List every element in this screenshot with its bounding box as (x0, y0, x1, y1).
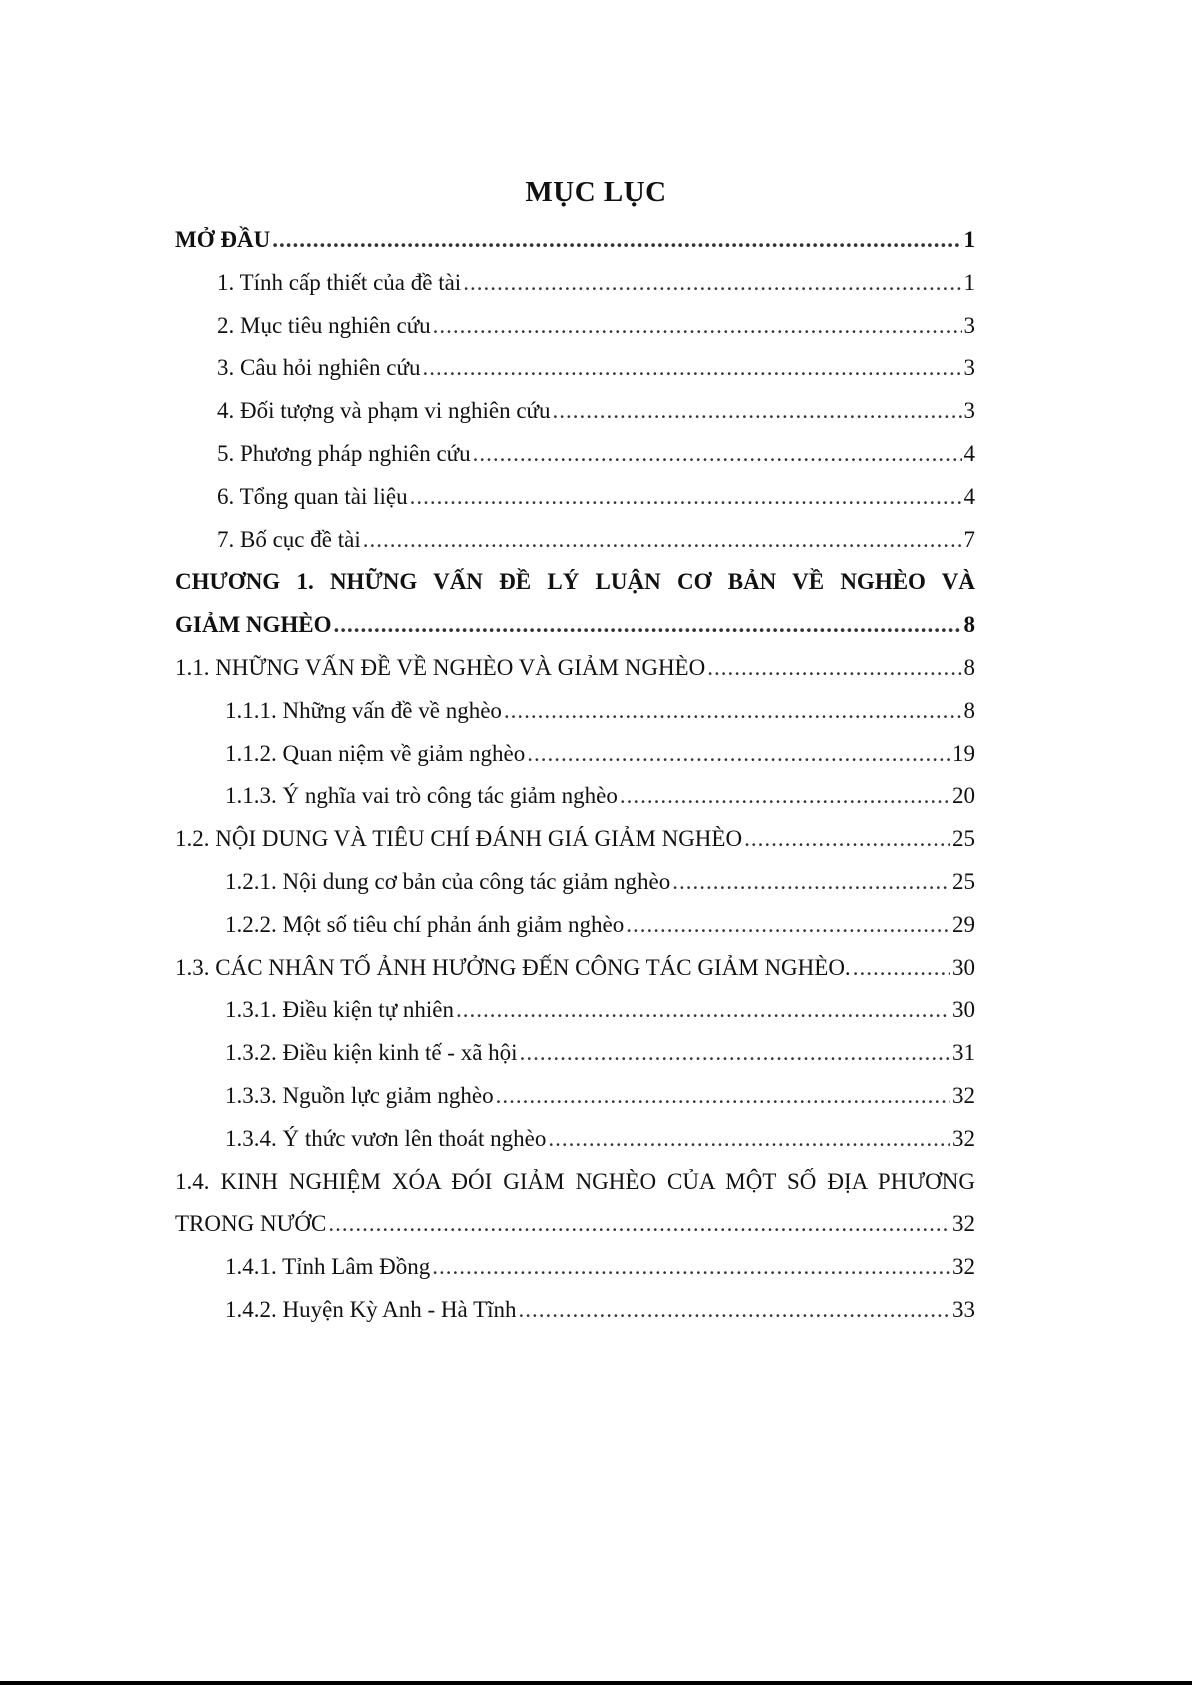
toc-page-number: 1 (963, 269, 975, 295)
toc-entry[interactable] (175, 347, 975, 390)
toc-section[interactable] (175, 1161, 975, 1204)
toc-subsection[interactable] (175, 1289, 975, 1332)
leader-dots (463, 262, 961, 305)
toc-subsection[interactable] (175, 1246, 975, 1289)
leader-dots (410, 476, 962, 519)
leader-dots (272, 219, 961, 262)
leader-dots (422, 347, 961, 390)
toc-entry-text: 6. Tổng quan tài liệu (217, 483, 408, 509)
leader-dots (853, 947, 950, 990)
toc-section[interactable] (175, 947, 975, 990)
toc-entry-text: 1.3.4. Ý thức vươn lên thoát nghèo (225, 1125, 547, 1151)
toc-page-number: 30 (952, 954, 975, 980)
toc-entry-text: 1.1.3. Ý nghĩa vai trò công tác giảm nghèo (225, 783, 618, 809)
toc-section[interactable] (175, 647, 975, 690)
toc-page-number: 29 (952, 911, 975, 937)
toc-chapter-heading[interactable] (175, 561, 975, 604)
toc-subsection[interactable] (175, 775, 975, 818)
toc-page-number: 31 (952, 1040, 975, 1066)
toc-entry[interactable] (175, 305, 975, 348)
page-bottom-edge (0, 1681, 1192, 1685)
leader-dots (363, 519, 962, 562)
toc-entry-text: 1.2.2. Một số tiêu chí phản ánh giảm nghèo (225, 911, 625, 937)
leader-dots (548, 1118, 950, 1161)
toc-page-number: 1 (963, 227, 975, 252)
toc-entry-text: 1.3.1. Điều kiện tự nhiên (225, 997, 455, 1023)
toc-entry[interactable] (175, 433, 975, 476)
toc-entry[interactable] (175, 390, 975, 433)
toc-entry-text: 1.3.3. Nguồn lực giảm nghèo (225, 1082, 494, 1108)
toc-entry-text: TRONG NƯỚC (175, 1211, 327, 1237)
leader-dots (334, 604, 962, 647)
leader-dots (672, 861, 950, 904)
toc-page-number: 33 (952, 1296, 975, 1322)
toc-subsection[interactable] (175, 861, 975, 904)
toc-subsection[interactable] (175, 1118, 975, 1161)
leader-dots (744, 818, 950, 861)
toc-entry-text: MỞ ĐẦU (175, 227, 271, 252)
leader-dots (473, 433, 962, 476)
toc-subsection[interactable] (175, 989, 975, 1032)
leader-dots (707, 647, 961, 690)
toc-entry-text: 1.1. NHỮNG VẤN ĐỀ VỀ NGHÈO VÀ GIẢM NGHÈO (175, 654, 706, 680)
toc-entry-text: 1.4.2. Huyện Kỳ Anh - Hà Tĩnh (225, 1296, 517, 1322)
toc-page-number: 3 (963, 312, 975, 338)
table-of-contents (175, 219, 975, 1332)
toc-entry[interactable] (175, 476, 975, 519)
toc-subsection[interactable] (175, 1075, 975, 1118)
toc-entry-mo-dau[interactable] (175, 219, 975, 262)
toc-subsection[interactable] (175, 690, 975, 733)
toc-subsection[interactable] (175, 1032, 975, 1075)
toc-entry-text: 1.3.2. Điều kiện kinh tế - xã hội (225, 1040, 518, 1066)
toc-page-number: 3 (963, 398, 975, 424)
toc-title: MỤC LỤC (525, 176, 667, 208)
toc-entry[interactable] (175, 519, 975, 562)
toc-section[interactable] (175, 818, 975, 861)
toc-page-number: 7 (963, 526, 975, 552)
toc-entry-text: 7. Bố cục đề tài (217, 526, 361, 552)
toc-subsection[interactable] (175, 733, 975, 776)
toc-chapter-heading-cont[interactable] (175, 604, 975, 647)
toc-page-number: 8 (963, 697, 975, 723)
leader-dots (553, 390, 962, 433)
toc-page-number: 32 (952, 1082, 975, 1108)
leader-dots (620, 775, 950, 818)
toc-entry-text: 1.2. NỘI DUNG VÀ TIÊU CHÍ ĐÁNH GIÁ GIẢM NGHÈO (175, 826, 743, 852)
toc-page-number: 3 (963, 355, 975, 381)
toc-entry-text: 4. Đối tượng và phạm vi nghiên cứu (217, 398, 551, 424)
leader-dots (433, 305, 962, 348)
toc-entry-text: 2. Mục tiêu nghiên cứu (217, 312, 431, 338)
toc-page-number: 30 (952, 997, 975, 1023)
toc-entry-text: 1.4. KINH NGHIỆM XÓA ĐÓI GIẢM NGHÈO CỦA MỘT SỐ ĐỊA PHƯƠNG (175, 1168, 975, 1194)
toc-entry-text: 1.1.2. Quan niệm về giảm nghèo (225, 740, 526, 766)
leader-dots (519, 1289, 950, 1332)
leader-dots (504, 690, 962, 733)
leader-dots (527, 733, 950, 776)
toc-entry-text: CHƯƠNG 1. NHỮNG VẤN ĐỀ LÝ LUẬN CƠ BẢN VỀ NGHÈO VÀ (175, 569, 975, 595)
toc-entry-text: 1.4.1. Tỉnh Lâm Đồng (225, 1254, 431, 1280)
toc-entry[interactable] (175, 262, 975, 305)
toc-page-number: 32 (952, 1211, 975, 1237)
toc-entry-text: 1.3. CÁC NHÂN TỐ ẢNH HƯỞNG ĐẾN CÔNG TÁC GIẢM NGHÈO. (175, 954, 851, 980)
leader-dots (496, 1075, 950, 1118)
toc-page-number: 8 (963, 654, 975, 680)
toc-page-number: 32 (952, 1254, 975, 1280)
toc-entry-text: 1.2.1. Nội dung cơ bản của công tác giảm nghèo (225, 868, 671, 894)
toc-page-number: 20 (952, 783, 975, 809)
leader-dots (520, 1032, 950, 1075)
toc-entry-text: 1.1.1. Những vấn đề về nghèo (225, 697, 502, 723)
toc-page-number: 4 (963, 440, 975, 466)
toc-entry-text: 5. Phương pháp nghiên cứu (217, 440, 471, 466)
toc-page-number: 25 (952, 826, 975, 852)
toc-entry-text: 1. Tính cấp thiết của đề tài (217, 269, 462, 295)
toc-entry-text: 3. Câu hỏi nghiên cứu (217, 355, 421, 381)
leader-dots (456, 989, 950, 1032)
toc-page-number: 19 (952, 740, 975, 766)
toc-subsection[interactable] (175, 904, 975, 947)
toc-section-cont[interactable] (175, 1203, 975, 1246)
leader-dots (626, 904, 950, 947)
toc-page-number: 8 (963, 612, 975, 638)
toc-page-number: 4 (963, 483, 975, 509)
toc-page-number: 32 (952, 1125, 975, 1151)
leader-dots (328, 1203, 950, 1246)
leader-dots (432, 1246, 950, 1289)
toc-page-number: 25 (952, 868, 975, 894)
toc-entry-text: GIẢM NGHÈO (175, 612, 332, 638)
